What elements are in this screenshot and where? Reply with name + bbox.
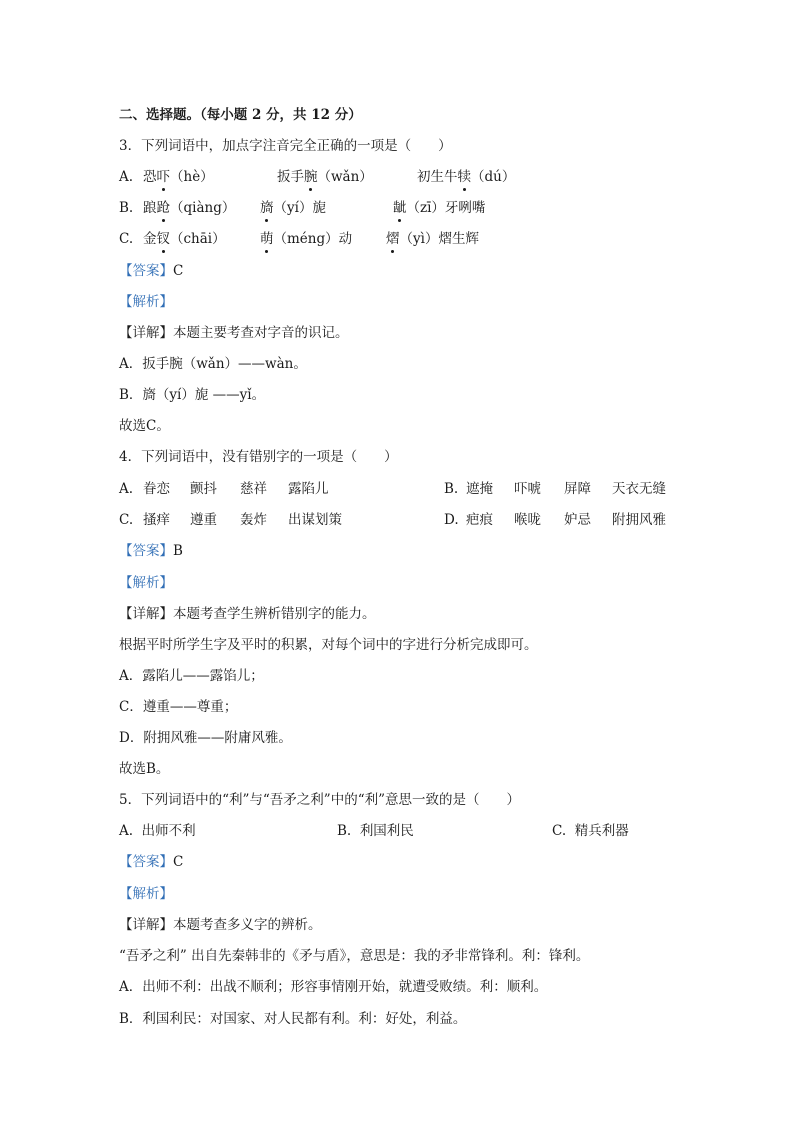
q4-option-a-word-2: 颤抖 bbox=[190, 481, 217, 497]
q5-explanation-1: “吾矛之利” 出自先秦韩非的《矛与盾》，意思是：我的矛非常锋利。利：锋利。 bbox=[119, 948, 590, 964]
q3-option-b-item-1: 踉跄（qiàng） bbox=[143, 200, 236, 216]
q5-option-c: C. 精兵利器 bbox=[552, 823, 629, 839]
q4-option-c-word-4: 出谋划策 bbox=[288, 512, 342, 528]
q3-analysis-label: 【解析】 bbox=[119, 294, 173, 310]
q4-explanation-1: 根据平时所学生字及平时的积累，对每个词中的字进行分析完成即可。 bbox=[119, 637, 538, 653]
q4-option-a-word-3: 慈祥 bbox=[240, 481, 267, 497]
q5-analysis-label: 【解析】 bbox=[119, 886, 173, 902]
q4-explanation-3: C．遵重——尊重； bbox=[119, 699, 238, 715]
q5-explanation-2: A．出师不利：出战不顺利；形容事情刚开始，就遭受败绩。利：顺利。 bbox=[119, 979, 548, 995]
section-title: 二、选择题。（每小题 2 分，共 12 分） bbox=[119, 107, 362, 123]
q4-option-c-letter: C. bbox=[119, 512, 134, 528]
q3-option-c-item-3: 熠（yì）熠生辉 bbox=[386, 231, 479, 247]
q4-explanation-4: D．附拥风雅——附庸风雅。 bbox=[119, 730, 292, 746]
q3-option-a-item-1: 恐吓（hè） bbox=[143, 169, 214, 185]
q4-option-a-word-1: 眷恋 bbox=[143, 481, 170, 497]
q4-option-c-word-2: 遵重 bbox=[190, 512, 217, 528]
q3-option-c-item-2: 萌（méng）动 bbox=[260, 231, 353, 247]
q4-option-b-letter: B. bbox=[444, 481, 459, 497]
q3-answer: 【答案】C bbox=[119, 263, 184, 279]
q4-option-d-letter: D. bbox=[444, 512, 459, 528]
question-5-stem: 5．下列词语中的“利”与“吾矛之利”中的“利”意思一致的是（ ） bbox=[119, 792, 520, 808]
q3-conclusion: 故选C。 bbox=[119, 418, 170, 434]
q4-detail: 【详解】本题考查学生辨析错别字的能力。 bbox=[119, 606, 376, 622]
q4-option-d-word-3: 妒忌 bbox=[564, 512, 591, 528]
q3-option-b-item-2: 旖（yí）旎 bbox=[260, 200, 326, 216]
q4-option-b-word-1: 遮掩 bbox=[466, 481, 493, 497]
question-3-stem: 3．下列词语中，加点字注音完全正确的一项是（ ） bbox=[119, 138, 452, 154]
q3-option-a-item-2: 扳手腕（wǎn） bbox=[277, 169, 373, 185]
q5-answer: 【答案】C bbox=[119, 854, 184, 870]
q5-explanation-3: B．利国利民：对国家、对人民都有利。利：好处，利益。 bbox=[119, 1011, 467, 1027]
q4-analysis-label: 【解析】 bbox=[119, 575, 173, 591]
q3-explanation-a: A．扳手腕（wǎn）——wàn。 bbox=[119, 356, 307, 372]
q4-option-d-word-2: 喉咙 bbox=[514, 512, 541, 528]
q4-option-b-word-4: 天衣无缝 bbox=[612, 481, 666, 497]
q4-conclusion: 故选B。 bbox=[119, 761, 170, 777]
q4-option-c-word-1: 搔痒 bbox=[143, 512, 170, 528]
q3-option-b-letter: B. bbox=[119, 200, 134, 216]
q3-option-c-item-1: 金钗（chāi） bbox=[143, 231, 226, 247]
q3-option-b-item-3: 龇（zī）牙咧嘴 bbox=[393, 200, 486, 216]
q4-option-d-word-1: 疤痕 bbox=[466, 512, 493, 528]
q3-option-c-letter: C. bbox=[119, 231, 134, 247]
q3-detail: 【详解】本题主要考查对字音的识记。 bbox=[119, 325, 349, 341]
q5-detail: 【详解】本题考查多义字的辨析。 bbox=[119, 917, 322, 933]
question-4-stem: 4．下列词语中，没有错别字的一项是（ ） bbox=[119, 449, 398, 465]
q4-option-b-word-2: 吓唬 bbox=[514, 481, 541, 497]
q4-option-c-word-3: 轰炸 bbox=[240, 512, 267, 528]
q4-explanation-2: A．露陷儿——露馅儿； bbox=[119, 668, 264, 684]
q3-explanation-b: B．旖（yí）旎 ——yǐ。 bbox=[119, 387, 266, 403]
q4-option-a-letter: A. bbox=[119, 481, 134, 497]
q3-option-a-letter: A. bbox=[119, 169, 134, 185]
q4-option-d-word-4: 附拥风雅 bbox=[612, 512, 666, 528]
q4-option-a-word-4: 露陷儿 bbox=[288, 481, 329, 497]
q5-option-b: B. 利国利民 bbox=[337, 823, 414, 839]
q3-option-a-item-3: 初生牛犊（dú） bbox=[417, 169, 516, 185]
q4-option-b-word-3: 屏障 bbox=[564, 481, 591, 497]
q4-answer: 【答案】B bbox=[119, 543, 183, 559]
q5-option-a: A. 出师不利 bbox=[119, 823, 196, 839]
